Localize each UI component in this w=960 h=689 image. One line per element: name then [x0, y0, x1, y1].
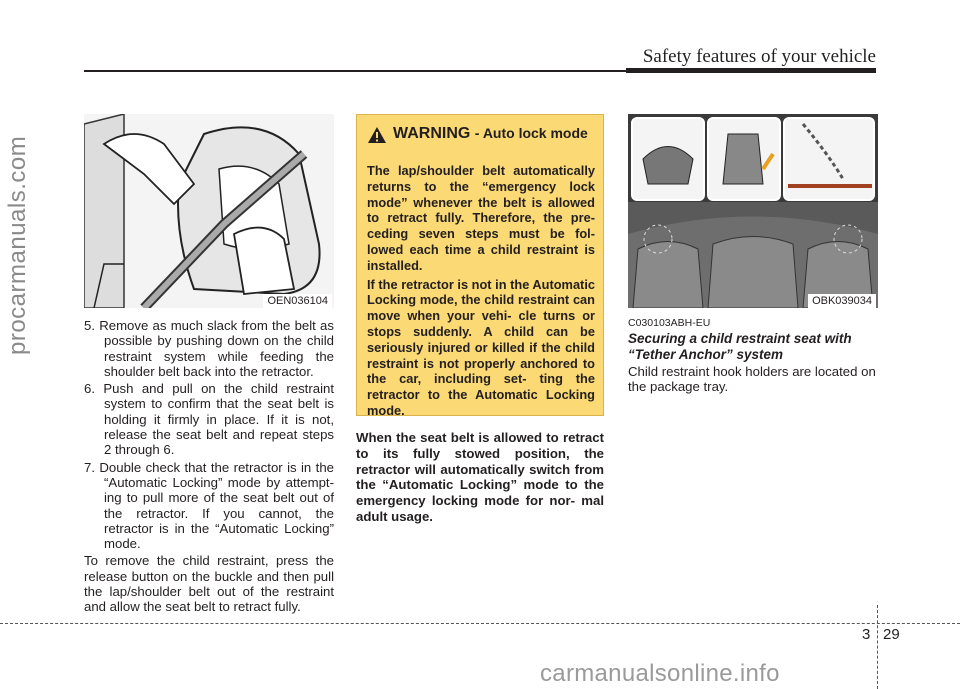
step-6: 6. Push and pull on the child restraint system to confirm that the seat belt is holding it firmly in place. If it is not, release the seat belt and repeat steps 2 through 6.	[84, 381, 334, 458]
remove-paragraph: To remove the child restraint, press the release button on the buckle and then pull the lap/shoulder belt out of the restraint and allow the seat belt to retract fully.	[84, 553, 334, 615]
chapter-number: 3	[862, 626, 871, 643]
child-seat-drawing	[84, 114, 334, 308]
left-column	[84, 318, 334, 615]
section-subheading: Securing a child restraint seat with “Tether Anchor” system	[628, 331, 852, 362]
tether-anchor-illustration	[628, 114, 878, 308]
page-header-title: Safety features of your vehicle	[642, 46, 876, 67]
warning-text	[367, 163, 595, 422]
warning-paragraph: The lap/shoulder belt automatically returns to the “emergency lock mode” whenever the belt is allowed to retract fully. Therefore, the pre- ceding seven steps must be fol- lowed each time a child restraint is installed.	[367, 163, 595, 273]
warning-title: WARNING	[393, 125, 471, 142]
page-number: 29	[883, 626, 900, 643]
side-watermark: procarmanuals.com	[4, 135, 31, 355]
tether-anchor-drawing	[628, 114, 878, 308]
section-code: C030103ABH-EU	[628, 317, 711, 329]
bottom-watermark: carmanualsonline.info	[540, 660, 780, 687]
figure-code: OEN036104	[263, 294, 332, 308]
header-rule-accent	[626, 68, 876, 73]
footer-rule	[0, 623, 960, 624]
warning-paragraph: If the retractor is not in the Automatic Locking mode, the child restraint can move when your vehi- cle turns or stops suddenly. A child can be seriously injured or killed if the child restraint is not properly anchored to the car, including set- ting the retractor to the Automatic Locking mode.	[367, 276, 595, 418]
child-seat-illustration	[84, 114, 334, 308]
step-7: 7. Double check that the retractor is in the “Automatic Locking” mode by attempt- ing to pull more of the seat belt out of the retractor. If you cannot, the retractor is in the “Automatic Locking” mode.	[84, 459, 334, 552]
warning-subtitle: - Auto lock mode	[474, 125, 588, 141]
warning-box	[356, 114, 604, 416]
hook-holders-paragraph: Child restraint hook holders are located on the package tray.	[628, 364, 876, 395]
figure-code: OBK039034	[808, 294, 876, 308]
warning-heading	[393, 125, 588, 143]
step-5: 5. Remove as much slack from the belt as possible by pushing down on the child restraint system while feeding the shoulder belt back into the retractor.	[84, 318, 334, 379]
footer-divider	[877, 605, 878, 689]
retract-note: When the seat belt is allowed to retract to its fully stowed position, the retractor will automatically switch from the “Automatic Locking” mode to the emergency locking mode for nor- mal adult usage.	[356, 430, 604, 524]
warning-triangle-icon	[367, 126, 387, 144]
